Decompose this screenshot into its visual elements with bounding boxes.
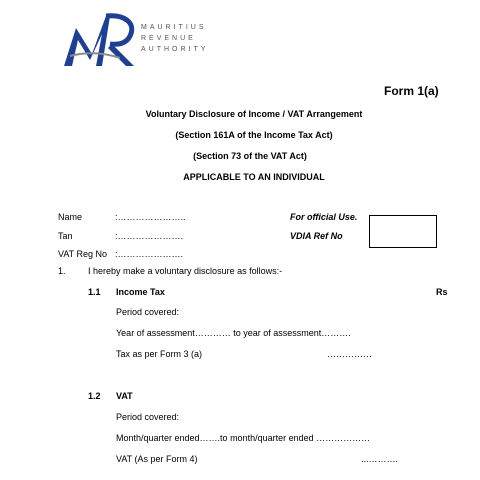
logo-line-2: REVENUE [141,35,196,42]
tax-amount-field[interactable]: …………… [327,349,372,359]
vat-amount-field[interactable]: ...………. [361,454,399,464]
form-number: Form 1(a) [384,84,439,98]
name-label: Name [58,212,83,222]
tan-label: Tan [58,231,73,241]
vdia-ref-label: VDIA Ref No [290,231,343,241]
name-field[interactable]: :………………….. [115,212,186,222]
years-of-assessment-line[interactable]: Year of assessment………… to year of assessment………. [116,328,351,338]
mra-logo-mark [62,12,136,68]
vat-reg-field[interactable]: :…………………. [115,249,184,259]
income-tax-number: 1.1 [88,287,101,297]
form-title: Voluntary Disclosure of Income / VAT Arrangement [145,109,363,119]
logo-line-1: MAURITIUS [141,24,207,31]
vat-heading: VAT [116,391,133,401]
logo-text [141,22,208,55]
month-quarter-line[interactable]: Month/quarter ended…….to month/quarter ended ……………… [116,433,371,443]
section-income-tax: (Section 161A of the Income Tax Act) [175,130,333,140]
tax-form-label: Tax as per Form 3 (a) [116,349,203,359]
mra-logo-icon [62,12,136,68]
logo-line-3: AUTHORITY [141,46,209,53]
vat-reg-label: VAT Reg No [58,249,108,259]
currency-label: Rs [436,287,448,297]
declaration-number: 1. [58,266,66,276]
official-use-box[interactable] [369,215,437,248]
income-tax-heading: Income Tax [116,287,165,297]
vat-period-label: Period covered: [116,412,180,422]
section-vat: (Section 73 of the VAT Act) [193,151,307,161]
applicability: APPLICABLE TO AN INDIVIDUAL [183,172,325,182]
official-use-label: For official Use. [290,212,358,222]
income-tax-period-label: Period covered: [116,307,180,317]
tan-field[interactable]: :…………………. [115,231,184,241]
declaration-text: I hereby make a voluntary disclosure as follows:- [88,266,283,276]
vat-form-label: VAT (As per Form 4) [116,454,198,464]
vat-number: 1.2 [88,391,101,401]
